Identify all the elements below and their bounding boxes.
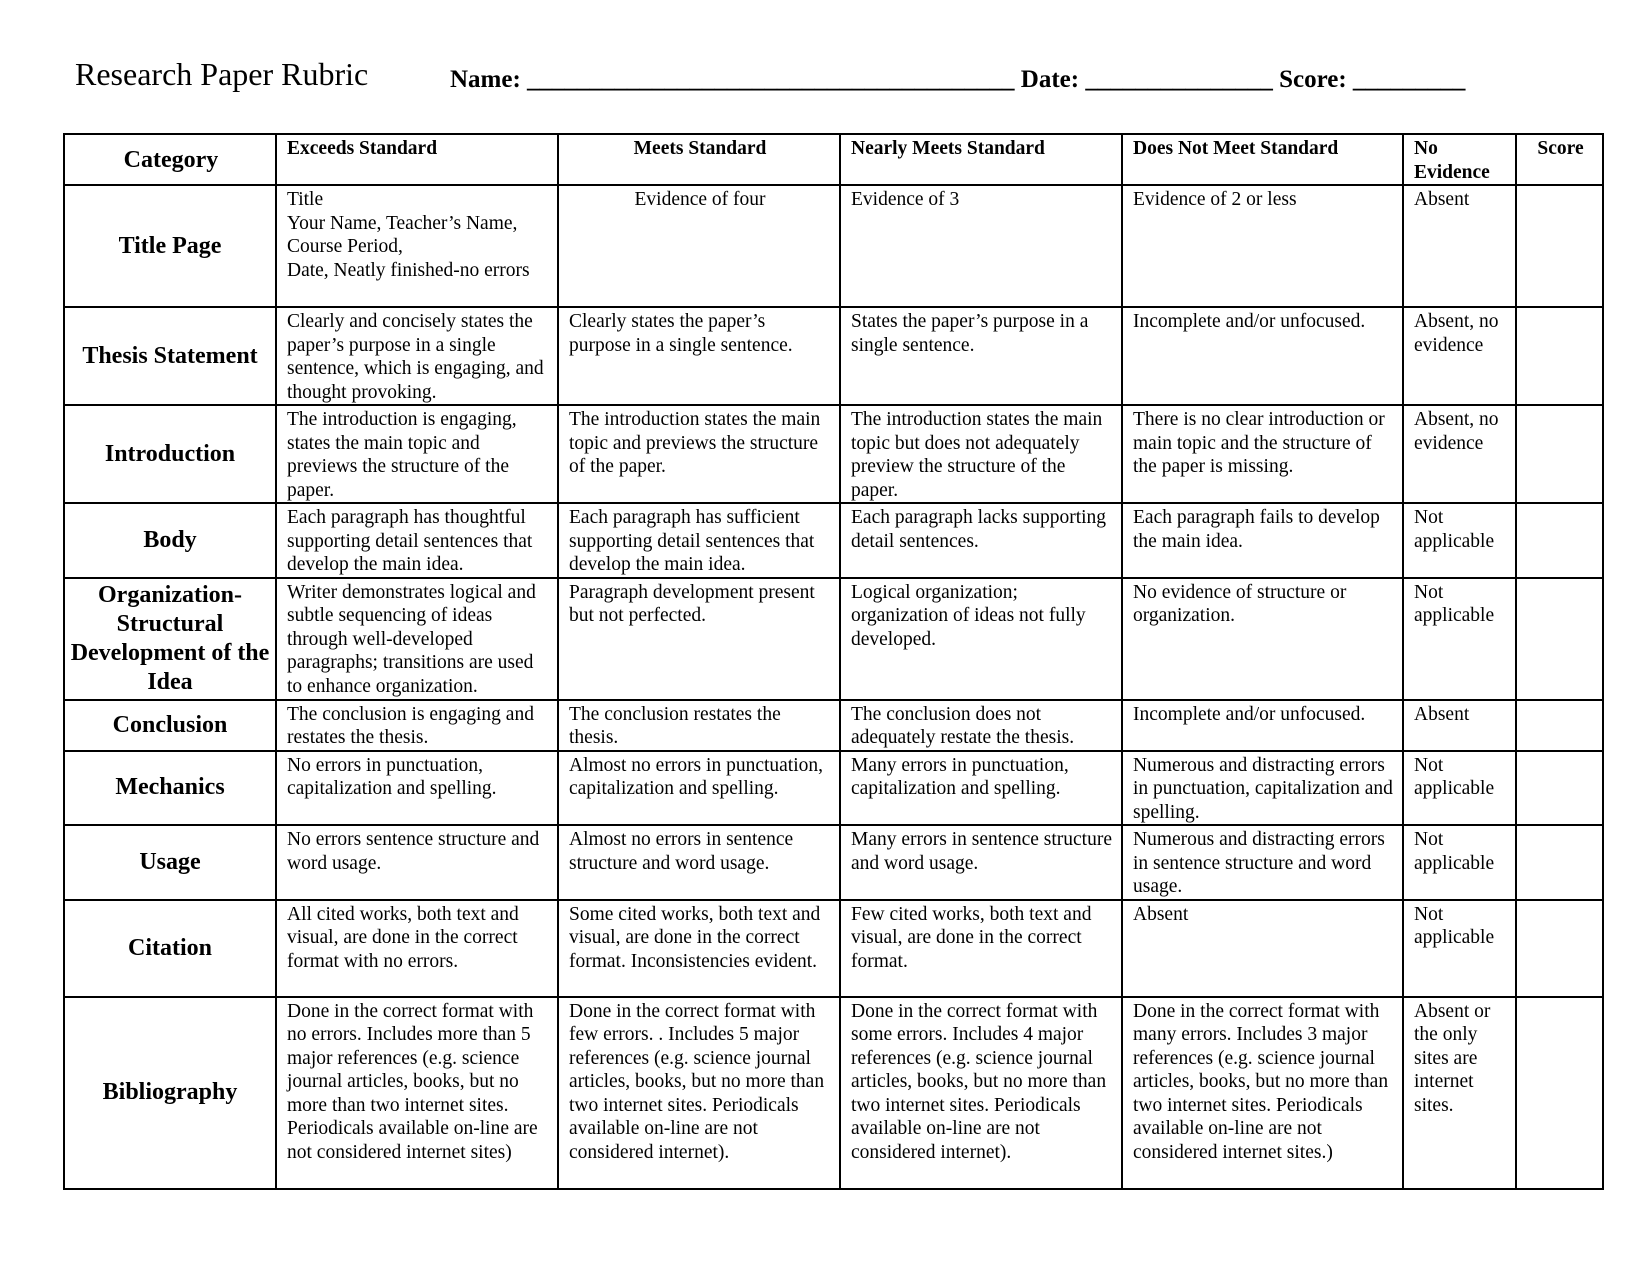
table-row	[64, 185, 1603, 307]
score-cell[interactable]	[1516, 751, 1603, 826]
header-meets: Meets Standard	[558, 134, 840, 185]
no-evidence-cell: Not applicable	[1403, 825, 1516, 900]
nearly-cell: Many errors in sentence structure and word usage.	[840, 825, 1122, 900]
not-meet-cell: Numerous and distracting errors in punctuation, capitalization and spelling.	[1122, 751, 1403, 826]
category-cell: Mechanics	[64, 751, 276, 826]
exceeds-cell: The introduction is engaging, states the main topic and previews the structure of the paper.	[276, 405, 558, 503]
score-cell[interactable]	[1516, 825, 1603, 900]
table-row	[64, 700, 1603, 751]
table-row	[64, 503, 1603, 578]
header-not-meet: Does Not Meet Standard	[1122, 134, 1403, 185]
no-evidence-cell: Absent, no evidence	[1403, 307, 1516, 405]
header-exceeds: Exceeds Standard	[276, 134, 558, 185]
table-row	[64, 997, 1603, 1189]
meets-cell: Almost no errors in sentence structure and word usage.	[558, 825, 840, 900]
not-meet-cell: Each paragraph fails to develop the main idea.	[1122, 503, 1403, 578]
meets-cell: The introduction states the main topic and previews the structure of the paper.	[558, 405, 840, 503]
nearly-cell: Few cited works, both text and visual, are done in the correct format.	[840, 900, 1122, 997]
category-cell: Thesis Statement	[64, 307, 276, 405]
exceeds-line: Date, Neatly finished-no errors	[287, 259, 530, 281]
table-row	[64, 825, 1603, 900]
category-cell: Introduction	[64, 405, 276, 503]
meets-cell: Each paragraph has sufficient supporting detail sentences that develop the main idea.	[558, 503, 840, 578]
meets-cell: Paragraph development present but not perfected.	[558, 578, 840, 700]
nearly-cell: States the paper’s purpose in a single sentence.	[840, 307, 1122, 405]
exceeds-cell: The conclusion is engaging and restates the thesis.	[276, 700, 558, 751]
meets-cell: Clearly states the paper’s purpose in a single sentence.	[558, 307, 840, 405]
not-meet-cell: Done in the correct format with many errors. Includes 3 major references (e.g. science journal articles, books, but no more than two internet sites. Periodicals available on-line are not considered internet sites.)	[1122, 997, 1403, 1189]
score-cell[interactable]	[1516, 307, 1603, 405]
no-evidence-cell: Absent	[1403, 700, 1516, 751]
header-row	[64, 134, 1603, 185]
category-cell: Citation	[64, 900, 276, 997]
table-row	[64, 405, 1603, 503]
exceeds-cell: Writer demonstrates logical and subtle sequencing of ideas through well-developed paragraphs; transitions are used to enhance organization.	[276, 578, 558, 700]
category-cell: Usage	[64, 825, 276, 900]
exceeds-cell: Clearly and concisely states the paper’s purpose in a single sentence, which is engaging, and thought provoking.	[276, 307, 558, 405]
score-cell[interactable]	[1516, 997, 1603, 1189]
not-meet-cell: There is no clear introduction or main topic and the structure of the paper is missing.	[1122, 405, 1403, 503]
header-nearly: Nearly Meets Standard	[840, 134, 1122, 185]
nearly-cell: Logical organization; organization of ideas not fully developed.	[840, 578, 1122, 700]
no-evidence-cell: Absent	[1403, 185, 1516, 307]
table-row	[64, 578, 1603, 700]
no-evidence-cell: Not applicable	[1403, 503, 1516, 578]
meets-cell: Done in the correct format with few errors. . Includes 5 major references (e.g. science journal articles, books, but no more than two internet sites. Periodicals available on-line are not considered internet).	[558, 997, 840, 1189]
document-header	[75, 52, 1575, 102]
nearly-cell: Many errors in punctuation, capitalization and spelling.	[840, 751, 1122, 826]
exceeds-cell: Done in the correct format with no errors. Includes more than 5 major references (e.g. science journal articles, books, but no more than two internet sites. Periodicals available on-line are not considered internet sites)	[276, 997, 558, 1189]
nearly-cell: The introduction states the main topic but does not adequately preview the structure of the paper.	[840, 405, 1122, 503]
category-cell: Body	[64, 503, 276, 578]
header-category: Category	[64, 134, 276, 185]
not-meet-cell: Numerous and distracting errors in sentence structure and word usage.	[1122, 825, 1403, 900]
table-row	[64, 307, 1603, 405]
meets-cell: Some cited works, both text and visual, are done in the correct format. Inconsistencies evident.	[558, 900, 840, 997]
name-date-score-fields: Name: _______________________________________ Date: _______________ Score: _________	[450, 66, 1466, 93]
meets-cell: Evidence of four	[558, 185, 840, 307]
exceeds-cell: Each paragraph has thoughtful supporting detail sentences that develop the main idea.	[276, 503, 558, 578]
not-meet-cell: Evidence of 2 or less	[1122, 185, 1403, 307]
exceeds-cell: No errors in punctuation, capitalization and spelling.	[276, 751, 558, 826]
score-cell[interactable]	[1516, 405, 1603, 503]
score-cell[interactable]	[1516, 700, 1603, 751]
no-evidence-cell: Not applicable	[1403, 900, 1516, 997]
nearly-cell: Evidence of 3	[840, 185, 1122, 307]
category-cell: Title Page	[64, 185, 276, 307]
not-meet-cell: Incomplete and/or unfocused.	[1122, 700, 1403, 751]
rubric-table	[63, 133, 1604, 1190]
meets-cell: The conclusion restates the thesis.	[558, 700, 840, 751]
not-meet-cell: Absent	[1122, 900, 1403, 997]
not-meet-cell: No evidence of structure or organization.	[1122, 578, 1403, 700]
no-evidence-cell: Absent or the only sites are internet sites.	[1403, 997, 1516, 1189]
nearly-cell: Each paragraph lacks supporting detail sentences.	[840, 503, 1122, 578]
no-evidence-cell: Not applicable	[1403, 751, 1516, 826]
nearly-cell: Done in the correct format with some errors. Includes 4 major references (e.g. science journal articles, books, but no more than two internet sites. Periodicals available on-line are not considered internet).	[840, 997, 1122, 1189]
category-cell: Organization-Structural Development of the Idea	[64, 578, 276, 700]
table-row	[64, 751, 1603, 826]
score-cell[interactable]	[1516, 578, 1603, 700]
category-cell: Bibliography	[64, 997, 276, 1189]
meets-cell: Almost no errors in punctuation, capitalization and spelling.	[558, 751, 840, 826]
nearly-cell: The conclusion does not adequately restate the thesis.	[840, 700, 1122, 751]
score-cell[interactable]	[1516, 503, 1603, 578]
no-evidence-cell: Not applicable	[1403, 578, 1516, 700]
not-meet-cell: Incomplete and/or unfocused.	[1122, 307, 1403, 405]
header-no-evidence: No Evidence	[1403, 134, 1516, 185]
exceeds-line: Title	[287, 189, 324, 210]
category-cell: Conclusion	[64, 700, 276, 751]
exceeds-cell	[276, 185, 558, 307]
header-score: Score	[1516, 134, 1603, 185]
no-evidence-cell: Absent, no evidence	[1403, 405, 1516, 503]
table-row	[64, 900, 1603, 997]
document-title: Research Paper Rubric	[75, 56, 369, 92]
exceeds-line: Your Name, Teacher’s Name, Course Period,	[287, 212, 518, 257]
exceeds-cell: No errors sentence structure and word usage.	[276, 825, 558, 900]
score-cell[interactable]	[1516, 900, 1603, 997]
score-cell[interactable]	[1516, 185, 1603, 307]
exceeds-cell: All cited works, both text and visual, are done in the correct format with no errors.	[276, 900, 558, 997]
